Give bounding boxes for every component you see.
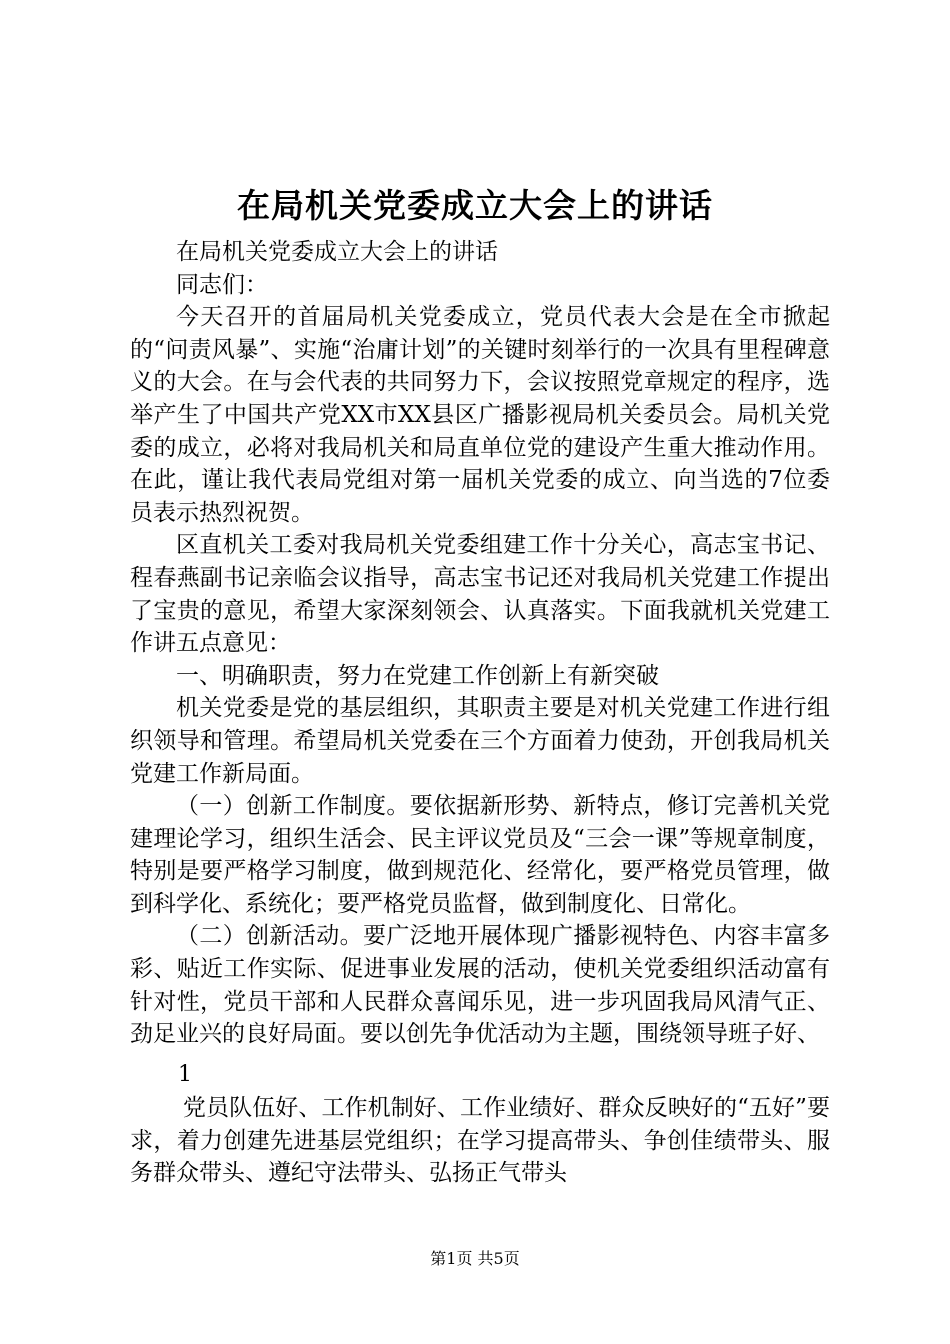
- paragraph: （一）创新工作制度。要依据新形势、新特点，修订完善机关党建理论学习，组织生活会、民主评议党员及“三会一课”等规章制度，特别是要严格学习制度，做到规范化、经常化，要严格党员管理，做到科学化、系统化；要严格党员监督，做到制度化、日常化。: [130, 793, 830, 917]
- paragraph: 今天召开的首届局机关党委成立，党员代表大会是在全市掀起的“问责风暴”、实施“治庸计划”的关键时刻举行的一次具有里程碑意义的大会。在与会代表的共同努力下，会议按照党章规定的程序，选举产生了中国共产党XX市XX县区广播影视局机关委员会。局机关党委的成立，必将对我局机关和局直单位党的建设产生重大推动作用。在此，谨让我代表局党组对第一届机关党委的成立、向当选的7位委员表示热烈祝贺。: [130, 304, 830, 526]
- paragraph: 区直机关工委对我局机关党委组建工作十分关心，高志宝书记、程春燕副书记亲临会议指导，高志宝书记还对我局机关党建工作提出了宝贵的意见，希望大家深刻领会、认真落实。下面我就机关党建工作讲五点意见：: [130, 532, 830, 657]
- paragraph-subtitle: 在局机关党委成立大会上的讲话: [176, 239, 498, 265]
- document-title: 在局机关党委成立大会上的讲话: [237, 186, 713, 225]
- document-body: [130, 236, 830, 1051]
- paragraph: 党员队伍好、工作机制好、工作业绩好、群众反映好的“五好”要求，着力创建先进基层党组织；在学习提高带头、争创佳绩带头、服务群众带头、遵纪守法带头、弘扬正气带头: [130, 1095, 830, 1187]
- paragraph: （二）创新活动。要广泛地开展体现广播影视特色、内容丰富多彩、贴近工作实际、促进事业发展的活动，使机关党委组织活动富有针对性，党员干部和人民群众喜闻乐见，进一步巩固我局风清气正、劲足业兴的良好局面。要以创先争优活动为主题，围绕领导班子好、: [130, 923, 830, 1048]
- paragraph-salutation: 同志们：: [176, 271, 268, 298]
- document-body-continued: [130, 1092, 830, 1190]
- section-heading: 一、明确职责，努力在党建工作创新上有新突破: [176, 662, 659, 689]
- page-footer: 第1页 共5页: [430, 1249, 520, 1268]
- paragraph: 机关党委是党的基层组织，其职责主要是对机关党建工作进行组织领导和管理。希望局机关党委在三个方面着力使劲，开创我局机关党建工作新局面。: [130, 695, 830, 787]
- inline-page-marker: 1: [178, 1062, 192, 1087]
